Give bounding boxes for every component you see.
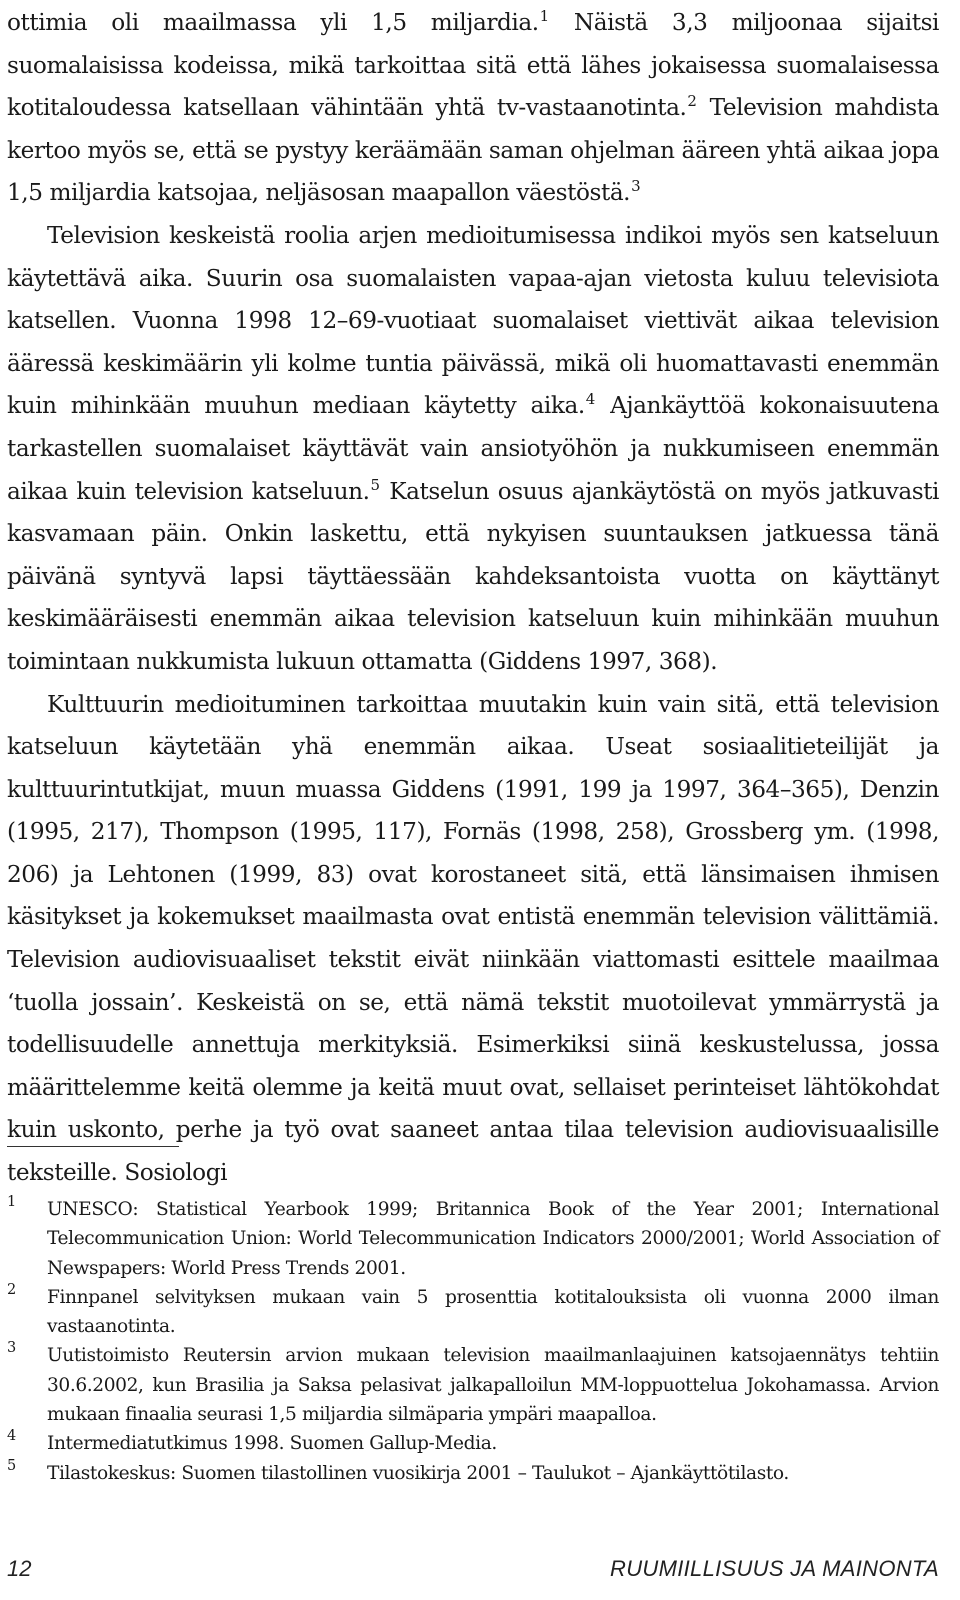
footnote-ref-3[interactable]: 3 (631, 177, 641, 196)
page-footer (7, 1556, 939, 1586)
footnote-ref-1[interactable]: 1 (539, 7, 549, 25)
footnote-2 (7, 1283, 939, 1342)
footnote-number: 1 (7, 1194, 16, 1210)
footnote-text: Tilastokeskus: Suomen tilastollinen vuosikirja 2001 – Taulukot – Ajankäyttötilasto. (47, 1462, 789, 1484)
paragraph-2: Television keskeistä roolia arjen medioitumisessa indikoi myös sen katseluun käytettävä aika. Suurin osa suomalaisten vapaa-ajan vietosta kuluu televisiota katsellen. Vuonna 1998 12–69-vuotiaat suomalaiset viettivät aikaa television ääressä keskimäärin yli kolme tuntia päivässä, mikä oli huomattavasti enemmän kuin mihinkään muuhun mediaan käytetty aika.$^4$ Ajankäyttöä kokonaisuutena tarkastellen suomalaiset käyttävät vain ansiotyöhön ja nukkumiseen enemmän aikaa kuin television katseluun.$^5$ Katselun osuus ajankäytöstä on myös jatkuvasti kasvamaan päin. Onkin laskettu, että nykyisen suuntauksen jatkuessa tänä päivänä syntyvä lapsi täyttäessään kahdeksantoista vuotta on käyttänyt keskimääräisesti enemmän aikaa television katseluun kuin mihinkään muuhun toimintaan nukkumista lukuun ottamatta (Giddens 1997, 368). (7, 221, 939, 675)
footnote-separator (7, 1146, 179, 1147)
page-number: 12 (7, 1556, 32, 1581)
footnote-ref-4[interactable]: 4 (585, 390, 595, 409)
footnote-1 (7, 1195, 939, 1283)
footnote-number: 4 (7, 1428, 16, 1445)
document-page (7, 0, 939, 1600)
footnote-5 (7, 1459, 939, 1488)
footnote-3 (7, 1341, 939, 1429)
footnote-ref-5[interactable]: 5 (370, 475, 380, 494)
footnote-number: 3 (7, 1340, 16, 1357)
footnote-ref-2[interactable]: 2 (687, 92, 697, 111)
body-text (7, 2, 939, 1195)
paragraph-3: Kulttuurin medioituminen tarkoittaa muutakin kuin vain sitä, että television katseluun käytetään yhä enemmän aikaa. Useat sosiaalitieteilijät ja kulttuurintutkijat, muun muassa Giddens (1991, 199 ja 1997, 364–365), Denzin (1995, 217), Thompson (1995, 117), Fornäs (1998, 258), Grossberg ym. (1998, 206) ja Lehtonen (1999, 83) ovat korostaneet sitä, että länsimaisen ihmisen käsitykset ja kokemukset maailmasta ovat entistä enemmän television välittämiä. Television audiovisuaaliset tekstit eivät niinkään viattomasti esittele maailmaa ‘tuolla jossain’. Keskeistä on se, että nämä tekstit muotoilevat ymmärrystä ja todellisuudelle annettuja merkityksiä. Esimerkiksi siinä keskustelussa, jossa määrittelemme keitä olemme ja keitä muut ovat, sellaiset perinteiset lähtökohdat kuin uskonto, perhe ja työ ovat saaneet antaa tilaa television audiovisuaalisille teksteille. Sosiologi (7, 690, 939, 1187)
footnote-number: 5 (7, 1457, 16, 1474)
footnote-text: Uutistoimisto Reutersin arvion mukaan television maailmanlaajuinen katsojaennätys tehtiin 30.6.2002, kun Brasilia ja Saksa pelasivat jalkapalloilun MM-loppuottelua Jokohamassa. Arvion mukaan finaalia seurasi 1,5 miljardia silmäparia ympäri maapalloa. (47, 1345, 939, 1426)
paragraph-1: ottimia oli maailmassa yli 1,5 miljardia.$^1$ Näistä 3,3 miljoonaa sijaitsi suomalaisissa kodeissa, mikä tarkoittaa sitä että lähes jokaisessa suomalaisessa kotitaloudessa katsellaan vähintään yhtä tv-vastaanotinta.$^2$ Television mahdista kertoo myös se, että se pystyy keräämään saman ohjelman ääreen yhtä aikaa jopa 1,5 miljardia katsojaa, neljäsosan maapallon väestöstä.$^3$ (7, 7, 940, 207)
footnote-4 (7, 1429, 939, 1458)
footnotes (7, 1195, 939, 1488)
footnote-text: Finnpanel selvityksen mukaan vain 5 prosenttia kotitalouksista oli vuonna 2000 ilman vastaanotinta. (47, 1286, 939, 1338)
footnote-text: UNESCO: Statistical Yearbook 1999; Britannica Book of the Year 2001; International Telecommunication Union: World Telecommunication Indicators 2000/2001; World Association of Newspapers: World Press Trends 2001. (47, 1199, 939, 1279)
footnote-number: 2 (7, 1281, 16, 1298)
footnote-text: Intermediatutkimus 1998. Suomen Gallup-Media. (47, 1433, 497, 1455)
running-title: RUUMIILLISUUS JA MAINONTA (610, 1556, 939, 1581)
